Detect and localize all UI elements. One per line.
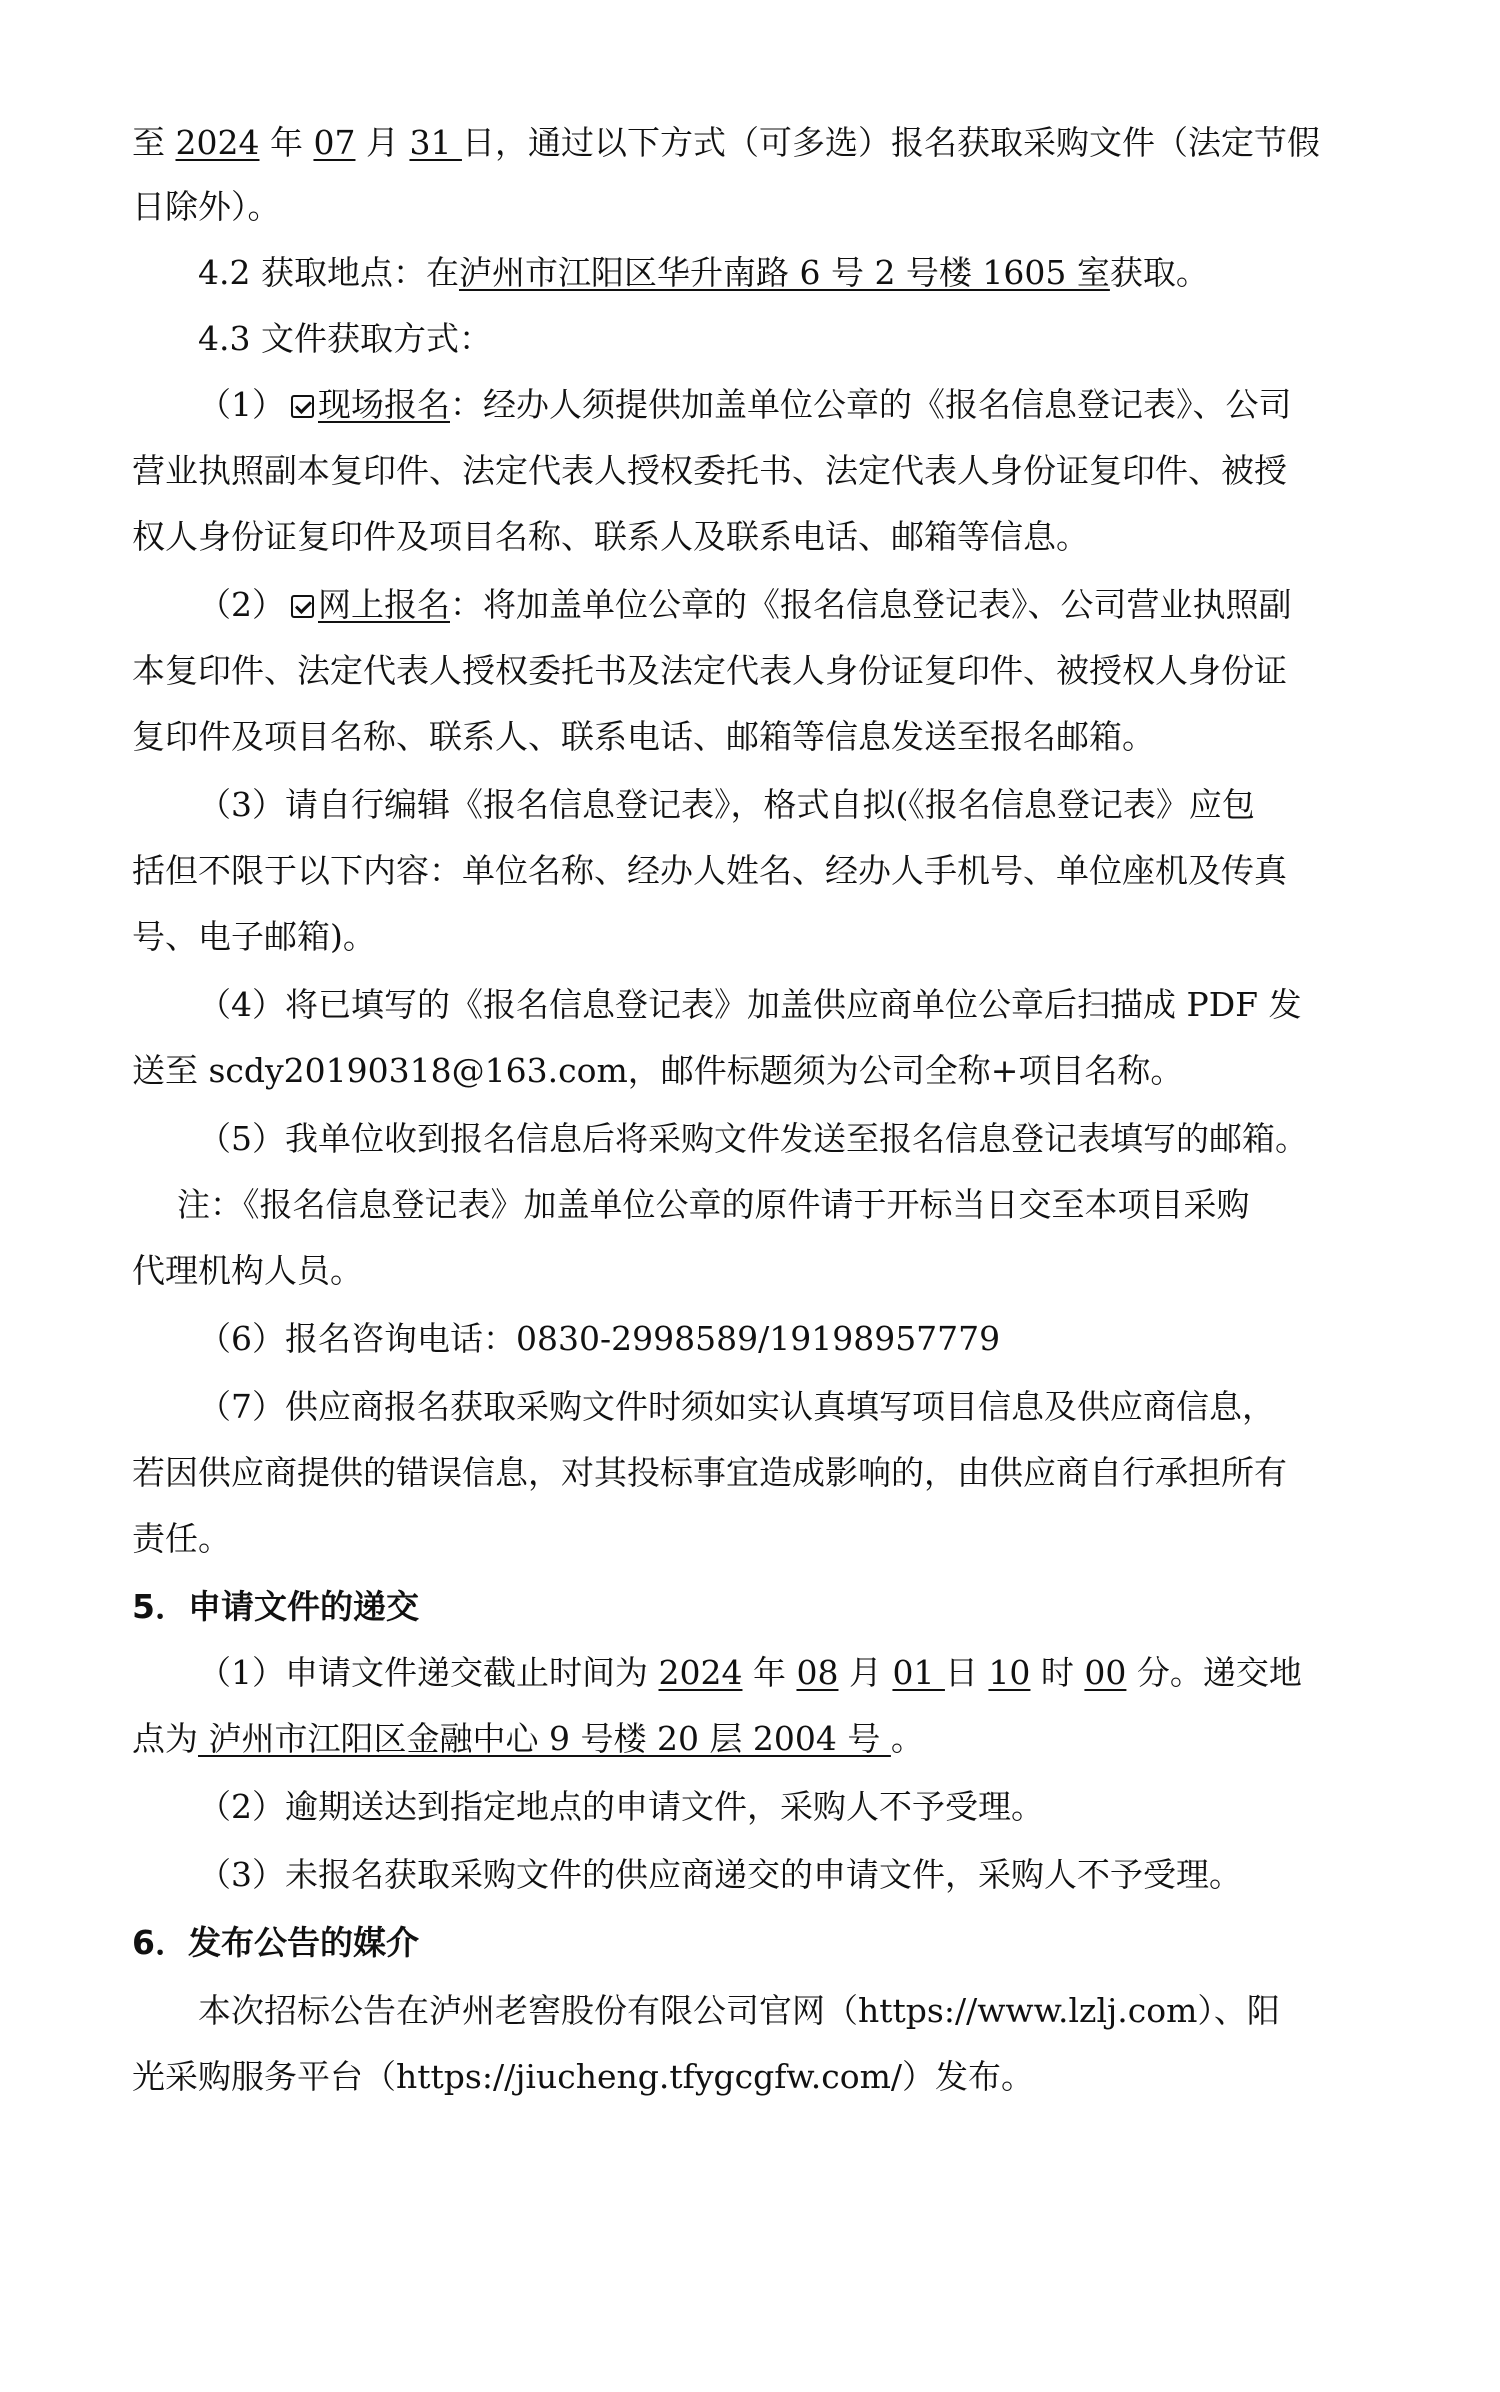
text: 年 [259,123,314,162]
paragraph-line: （4）将已填写的《报名信息登记表》加盖供应商单位公章后扫描成 PDF 发 [198,985,1302,1024]
paragraph-line: 责任。 [132,1519,231,1558]
paragraph-line: 送至 scdy20190318@163.com，邮件标题须为公司全称+项目名称。 [132,1051,1184,1090]
text: 。 [890,1719,924,1758]
text: 年 [742,1653,797,1692]
paragraph-line: （3）未报名获取采购文件的供应商递交的申请文件，采购人不予受理。 [198,1855,1242,1894]
paragraph-line: 营业执照副本复印件、法定代表人授权委托书、法定代表人身份证复印件、被授 [132,451,1287,490]
acquire-address: 泸州市江阳区华升南路 6 号 2 号楼 1605 室 [458,253,1110,292]
text: 时 [1030,1653,1085,1692]
text: （2） [198,585,285,624]
text: 分。递交地 [1126,1653,1302,1692]
paragraph-line: 复印件及项目名称、联系人、联系电话、邮箱等信息发送至报名邮箱。 [132,717,1155,756]
submit-address: 泸州市江阳区金融中心 9 号楼 20 层 2004 号 [198,1719,891,1758]
submission-location [132,1719,924,1758]
text: 月 [355,123,410,162]
acquire-location [198,253,1209,292]
text: 获取。 [1109,253,1209,292]
paragraph-line: 本次招标公告在泸州老窖股份有限公司官网（https://www.lzlj.com）、阳 [198,1991,1280,2030]
submit-day: 01 [892,1653,945,1692]
paragraph-line: 号、电子邮箱)。 [132,917,376,956]
text: ：将加盖单位公章的《报名信息登记表》、公司营业执照副 [450,585,1292,624]
paragraph-line: （7）供应商报名获取采购文件时须如实认真填写项目信息及供应商信息， [198,1387,1275,1426]
note-line: 注：《报名信息登记表》加盖单位公章的原件请于开标当日交至本项目采购 [177,1185,1250,1224]
submit-minute: 00 [1084,1653,1127,1692]
paragraph-line: 本复印件、法定代表人授权委托书及法定代表人身份证复印件、被授权人身份证 [132,651,1287,690]
paragraph-line: （3）请自行编辑《报名信息登记表》，格式自拟(《报名信息登记表》应包 [198,785,1255,824]
contact-phone: （6）报名咨询电话：0830-2998589/19198957779 [198,1319,1001,1358]
checkbox-checked-icon [291,595,314,618]
paragraph-line: 括但不限于以下内容：单位名称、经办人姓名、经办人手机号、单位座机及传真 [132,851,1287,890]
online-registration [198,585,1292,624]
submit-month: 08 [796,1653,839,1692]
paragraph-line: 日除外）。 [132,187,281,226]
paragraph-line: 若因供应商提供的错误信息，对其投标事宜造成影响的，由供应商自行承担所有 [132,1453,1287,1492]
deadline-year: 2024 [175,123,260,162]
online-registration-label: 网上报名 [318,585,450,624]
onsite-registration-label: 现场报名 [318,385,450,424]
submit-year: 2024 [658,1653,743,1692]
onsite-registration [198,385,1292,424]
section-heading: 6．发布公告的媒介 [132,1923,419,1962]
text: （1）申请文件递交截止时间为 [198,1653,659,1692]
submit-hour: 10 [988,1653,1031,1692]
deadline-month: 07 [313,123,356,162]
paragraph-line: 代理机构人员。 [132,1251,363,1290]
deadline-day: 31 [409,123,462,162]
paragraph-line: （2）逾期送达到指定地点的申请文件，采购人不予受理。 [198,1787,1044,1826]
text: 日 [944,1653,989,1692]
text: 4.2 获取地点：在 [198,253,459,292]
text: （1） [198,385,285,424]
text: ：经办人须提供加盖单位公章的《报名信息登记表》、公司 [450,385,1292,424]
deadline-line [132,123,1320,162]
text: 点为 [132,1719,198,1758]
text: 至 [132,123,176,162]
checkbox-checked-icon [291,395,314,418]
paragraph-line: 光采购服务平台（https://jiucheng.tfygcgfw.com/）发布。 [132,2057,1035,2096]
text: 月 [838,1653,893,1692]
text: 日，通过以下方式（可多选）报名获取采购文件（法定节假 [461,123,1320,162]
acquire-methods-heading: 4.3 文件获取方式： [198,319,492,358]
section-heading: 5．申请文件的递交 [132,1587,419,1626]
paragraph-line: 权人身份证复印件及项目名称、联系人及联系电话、邮箱等信息。 [132,517,1089,556]
paragraph-line: （5）我单位收到报名信息后将采购文件发送至报名信息登记表填写的邮箱。 [198,1119,1308,1158]
submission-deadline [198,1653,1302,1692]
